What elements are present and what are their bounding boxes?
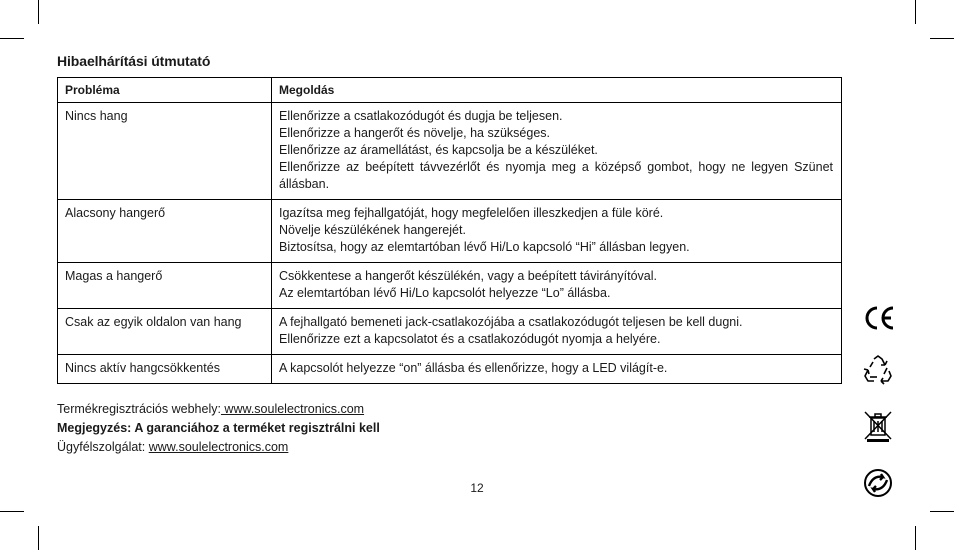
support-label: Ügyfélszolgálat:: [57, 440, 149, 454]
problem-cell: Csak az egyik oldalon van hang: [58, 309, 272, 355]
footer-info: [57, 400, 380, 457]
page-number: 12: [470, 481, 484, 495]
solution-line: Az elemtartóban lévő Hi/Lo kapcsolót helyezze “Lo” állásba.: [279, 286, 611, 300]
column-header-problem: Probléma: [58, 78, 272, 103]
table-header-row: [58, 78, 842, 103]
crop-mark: [38, 526, 39, 550]
column-header-solution: Megoldás: [272, 78, 842, 103]
solution-line: Ellenőrizze az áramellátást, és kapcsolja be a készüléket.: [279, 143, 598, 157]
registration-label: Termékregisztrációs webhely:: [57, 402, 221, 416]
problem-cell: Nincs aktív hangcsökkentés: [58, 355, 272, 384]
support-link[interactable]: www.soulelectronics.com: [148, 440, 289, 454]
registration-line: [57, 400, 380, 419]
problem-cell: Magas a hangerő: [58, 263, 272, 309]
solution-line: Ellenőrizze a csatlakozódugót és dugja be teljesen.: [279, 109, 563, 123]
page-title: Hibaelhárítási útmutató: [57, 53, 211, 69]
table-row: [58, 263, 842, 309]
solution-cell: [272, 103, 842, 200]
green-dot-icon: [861, 466, 895, 500]
solution-cell: [272, 200, 842, 263]
solution-line: Igazítsa meg fejhallgatóját, hogy megfelelően illeszkedjen a füle köré.: [279, 206, 664, 220]
solution-line: Biztosítsa, hogy az elemtartóban lévő Hi/Lo kapcsoló “Hi” állásban legyen.: [279, 240, 690, 254]
crop-mark: [915, 0, 916, 24]
crop-mark: [0, 511, 24, 512]
crop-mark: [915, 526, 916, 550]
solution-line: Ellenőrizze ezt a kapcsolatot és a csatlakozódugót nyomja a helyére.: [279, 332, 661, 346]
weee-bin-icon: [861, 409, 895, 443]
support-line: [57, 438, 380, 457]
solution-cell: [272, 263, 842, 309]
solution-line: Ellenőrizze az beépített távvezérlőt és nyomja meg a középső gombot, hogy ne legyen Szünet állásban.: [279, 160, 833, 191]
registration-link[interactable]: www.soulelectronics.com: [220, 402, 365, 416]
troubleshooting-table: [57, 77, 842, 384]
crop-mark: [930, 38, 954, 39]
solution-line: Csökkentese a hangerőt készülékén, vagy a beépített távirányítóval.: [279, 269, 658, 283]
problem-cell: Alacsony hangerő: [58, 200, 272, 263]
solution-line: Ellenőrizze a hangerőt és növelje, ha szükséges.: [279, 126, 550, 140]
crop-mark: [930, 511, 954, 512]
crop-mark: [38, 0, 39, 24]
solution-cell: [272, 309, 842, 355]
problem-cell: Nincs hang: [58, 103, 272, 200]
solution-line: Növelje készülékének hangerejét.: [279, 223, 466, 237]
ce-mark-icon: [861, 301, 895, 335]
table-row: [58, 309, 842, 355]
recycle-icon: [861, 353, 895, 387]
crop-mark: [0, 38, 24, 39]
warranty-note: Megjegyzés: A garanciához a terméket regisztrálni kell: [57, 421, 380, 435]
table-row: [58, 355, 842, 384]
table-row: [58, 200, 842, 263]
solution-line: A fejhallgató bemeneti jack-csatlakozójába a csatlakozódugót teljesen be kell dugni.: [279, 315, 743, 329]
table-row: [58, 103, 842, 200]
solution-line: A kapcsolót helyezze “on” állásba és ellenőrizze, hogy a LED világít-e.: [279, 361, 668, 375]
solution-cell: [272, 355, 842, 384]
